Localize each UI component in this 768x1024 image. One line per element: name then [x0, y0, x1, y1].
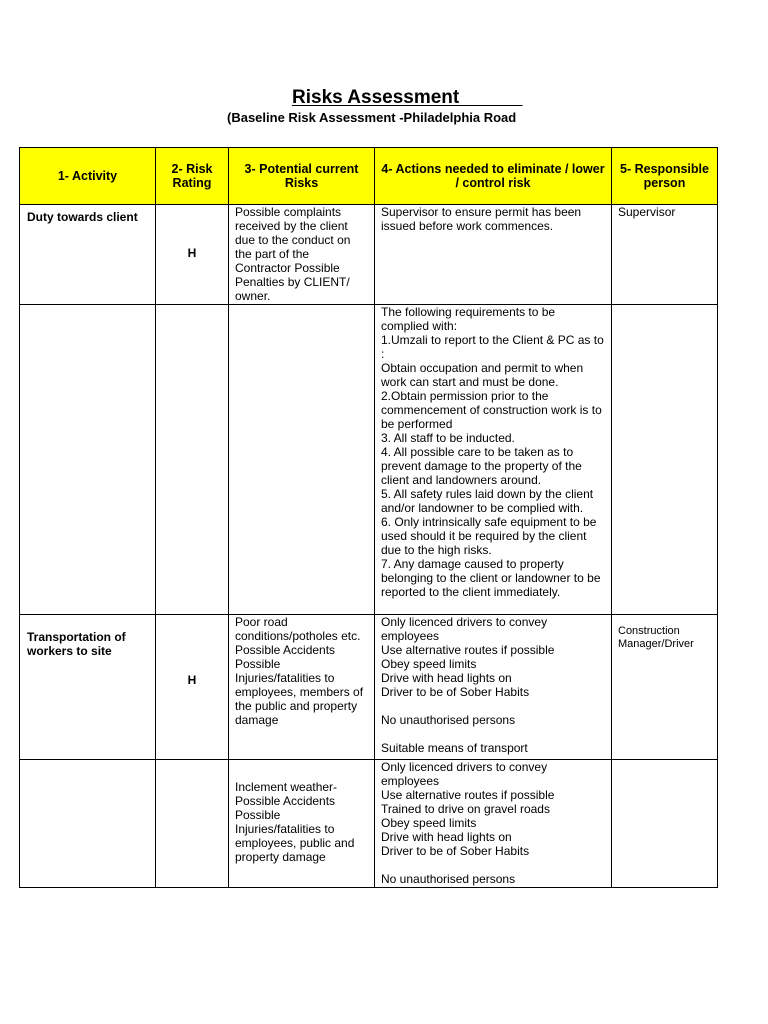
action-line: Trained to drive on gravel roads	[381, 802, 550, 816]
table-row	[20, 205, 718, 305]
action-line: Drive with head lights on	[381, 830, 512, 844]
action-line: 1.Umzali to report to the Client & PC as to :	[381, 333, 608, 361]
activity-cell: Transportation of workers to site	[20, 615, 156, 760]
table-row	[20, 615, 718, 760]
header-actions: 4- Actions needed to eliminate / lower / control risk	[375, 148, 612, 205]
document-title: Risks Assessment	[292, 87, 523, 108]
action-line: 2.Obtain permission prior to the commencement of construction work is to be performed	[381, 389, 606, 431]
action-line: 7. Any damage caused to property belonging to the client or landowner to be reported to the client immediately.	[381, 557, 604, 599]
actions-cell	[375, 615, 612, 760]
responsible-person-cell	[612, 760, 718, 888]
action-line: Only licenced drivers to convey employees	[381, 615, 551, 643]
action-line: 3. All staff to be inducted.	[381, 431, 515, 445]
responsible-person-cell	[612, 305, 718, 615]
potential-risks-cell	[229, 305, 375, 615]
activity-cell: Duty towards client	[20, 205, 156, 305]
potential-risks-cell: Possible complaints received by the client due to the conduct on the part of the Contractor Possible Penalties by CLIENT/ owner.	[229, 205, 375, 305]
actions-cell	[375, 760, 612, 888]
action-line: Driver to be of Sober Habits	[381, 685, 530, 699]
header-responsible-person: 5- Responsible person	[612, 148, 718, 205]
risk-assessment-table	[19, 147, 718, 888]
action-line: Use alternative routes if possible	[381, 643, 555, 657]
action-line: 4. All possible care to be taken as to prevent damage to the property of the client and landowners around.	[381, 445, 586, 487]
action-line: No unauthorised persons	[381, 872, 516, 886]
action-line	[381, 727, 605, 741]
action-line: Suitable means of transport	[381, 741, 528, 755]
action-line: The following requirements to be complied with:	[381, 305, 559, 333]
action-line: Supervisor to ensure permit has been issued before work commences.	[381, 205, 585, 233]
risk-rating-cell: H	[156, 615, 229, 760]
action-line: Driver to be of Sober Habits	[381, 844, 530, 858]
action-line: 6. Only intrinsically safe equipment to be used should it be required by the client due to the high risks.	[381, 515, 600, 557]
action-line	[381, 699, 605, 713]
potential-risks-cell: Poor road conditions/potholes etc. Possible Accidents Possible Injuries/fatalities to employees, members of the public and property damage	[229, 615, 375, 760]
header-risk-rating: 2- Risk Rating	[156, 148, 229, 205]
action-line: Obey speed limits	[381, 657, 477, 671]
action-line: 5. All safety rules laid down by the client and/or landowner to be complied with.	[381, 487, 597, 515]
header-activity: 1- Activity	[20, 148, 156, 205]
risk-rating-cell: H	[156, 205, 229, 305]
activity-cell	[20, 305, 156, 615]
action-line: Use alternative routes if possible	[381, 788, 555, 802]
action-line: No unauthorised persons	[381, 713, 516, 727]
action-line: Obey speed limits	[381, 816, 477, 830]
activity-cell	[20, 760, 156, 888]
table-row	[20, 305, 718, 615]
potential-risks-cell: Inclement weather-Possible Accidents Possible Injuries/fatalities to employees, public and property damage	[229, 760, 375, 888]
table-row	[20, 760, 718, 888]
header-potential-risks: 3- Potential current Risks	[229, 148, 375, 205]
responsible-person-cell: Construction Manager/Driver	[612, 615, 718, 760]
document-subtitle: (Baseline Risk Assessment -Philadelphia Road	[227, 110, 517, 125]
responsible-person-cell: Supervisor	[612, 205, 718, 305]
actions-cell	[375, 305, 612, 615]
table-header-row	[20, 148, 718, 205]
risk-rating-cell	[156, 305, 229, 615]
action-line: Only licenced drivers to convey employees	[381, 760, 551, 788]
actions-cell	[375, 205, 612, 305]
risk-rating-cell	[156, 760, 229, 888]
action-line	[381, 858, 605, 872]
action-line: Obtain occupation and permit to when work can start and must be done.	[381, 361, 587, 389]
action-line: Drive with head lights on	[381, 671, 512, 685]
